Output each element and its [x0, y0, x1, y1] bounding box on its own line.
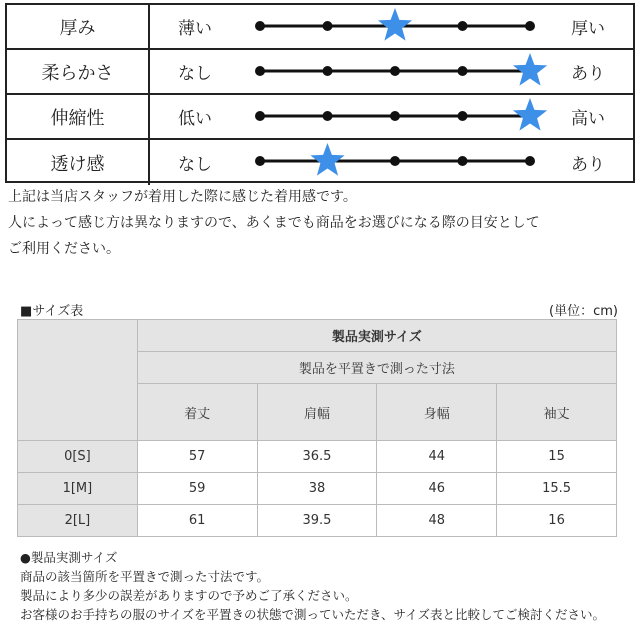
scale-dot	[458, 156, 468, 166]
size-cell: 59	[137, 473, 257, 505]
feel-scale	[242, 50, 547, 93]
scale-dot	[255, 156, 265, 166]
feel-label: 伸縮性	[7, 95, 150, 138]
size-header-sub: 製品を平置きで測った寸法	[137, 352, 616, 384]
scale-dot	[458, 66, 468, 76]
size-cell: 44	[377, 441, 497, 473]
size-label: 1[M]	[18, 473, 138, 505]
scale-dot	[255, 21, 265, 31]
size-label: 0[S]	[18, 441, 138, 473]
scale-dot	[458, 21, 468, 31]
size-cell: 15	[497, 441, 617, 473]
size-col-header: 袖丈	[497, 384, 617, 441]
size-cell: 48	[377, 505, 497, 537]
size-cell: 61	[137, 505, 257, 537]
scale-dot	[390, 156, 400, 166]
size-table-unit: (単位：cm)	[549, 304, 618, 319]
feel-note-line2: 人によって感じ方は異なりますので、あくまでも商品をお選びになる際の目安として	[8, 215, 540, 231]
star-icon	[513, 98, 547, 131]
size-col-header: 肩幅	[257, 384, 377, 441]
scale-dot	[323, 21, 333, 31]
scale-dot	[458, 111, 468, 121]
feel-note-line3: ご利用ください。	[8, 241, 120, 257]
size-col-header: 着丈	[137, 384, 257, 441]
table-row	[18, 505, 617, 537]
size-label: 2[L]	[18, 505, 138, 537]
feel-low-label: 低い	[178, 109, 212, 129]
size-cell: 15.5	[497, 473, 617, 505]
footnote-line1: 商品の該当箇所を平置きで測った寸法です。	[20, 569, 270, 584]
size-cell: 39.5	[257, 505, 377, 537]
footnote-line2: 製品により多少の誤差がありますので予めご了承ください。	[20, 588, 358, 603]
scale-dot	[255, 66, 265, 76]
feel-row-thickness	[7, 5, 633, 50]
table-row	[18, 441, 617, 473]
scale-dot	[525, 21, 535, 31]
feel-scale	[242, 95, 547, 138]
feel-label: 厚み	[7, 5, 150, 48]
table-row	[18, 473, 617, 505]
size-table	[17, 319, 617, 537]
size-cell: 16	[497, 505, 617, 537]
size-col-header: 身幅	[377, 384, 497, 441]
feel-table	[5, 3, 635, 183]
star-icon	[513, 53, 547, 86]
footnote-title: ●製品実測サイズ	[20, 550, 118, 565]
star-icon	[310, 143, 344, 176]
feel-scale	[242, 140, 547, 183]
size-cell: 46	[377, 473, 497, 505]
scale-dot	[255, 111, 265, 121]
size-header-main: 製品実測サイズ	[137, 320, 616, 352]
feel-scale	[242, 5, 547, 48]
star-icon	[378, 8, 412, 41]
feel-high-label: 高い	[571, 109, 605, 129]
size-table-title: ■サイズ表	[20, 304, 84, 319]
scale-dot	[390, 66, 400, 76]
scale-dot	[390, 111, 400, 121]
feel-row-stretch	[7, 95, 633, 140]
feel-low-label: 薄い	[178, 19, 212, 39]
feel-low-label: なし	[178, 64, 212, 84]
scale-dot	[525, 156, 535, 166]
feel-high-label: あり	[571, 64, 605, 84]
feel-row-softness	[7, 50, 633, 95]
scale-dot	[323, 66, 333, 76]
size-table-corner	[18, 320, 138, 441]
size-cell: 57	[137, 441, 257, 473]
feel-high-label: あり	[571, 155, 605, 175]
feel-high-label: 厚い	[571, 19, 605, 39]
footnote-line3: お客様のお手持ちの服のサイズを平置きの状態で測っていただき、サイズ表と比較してご検討ください。	[20, 607, 606, 622]
feel-label: 透け感	[7, 140, 150, 185]
feel-note-line1: 上記は当店スタッフが着用した際に感じた着用感です。	[8, 189, 357, 205]
size-cell: 36.5	[257, 441, 377, 473]
feel-low-label: なし	[178, 155, 212, 175]
scale-dot	[323, 111, 333, 121]
size-cell: 38	[257, 473, 377, 505]
feel-label: 柔らかさ	[7, 50, 150, 93]
feel-row-sheerness	[7, 140, 633, 185]
